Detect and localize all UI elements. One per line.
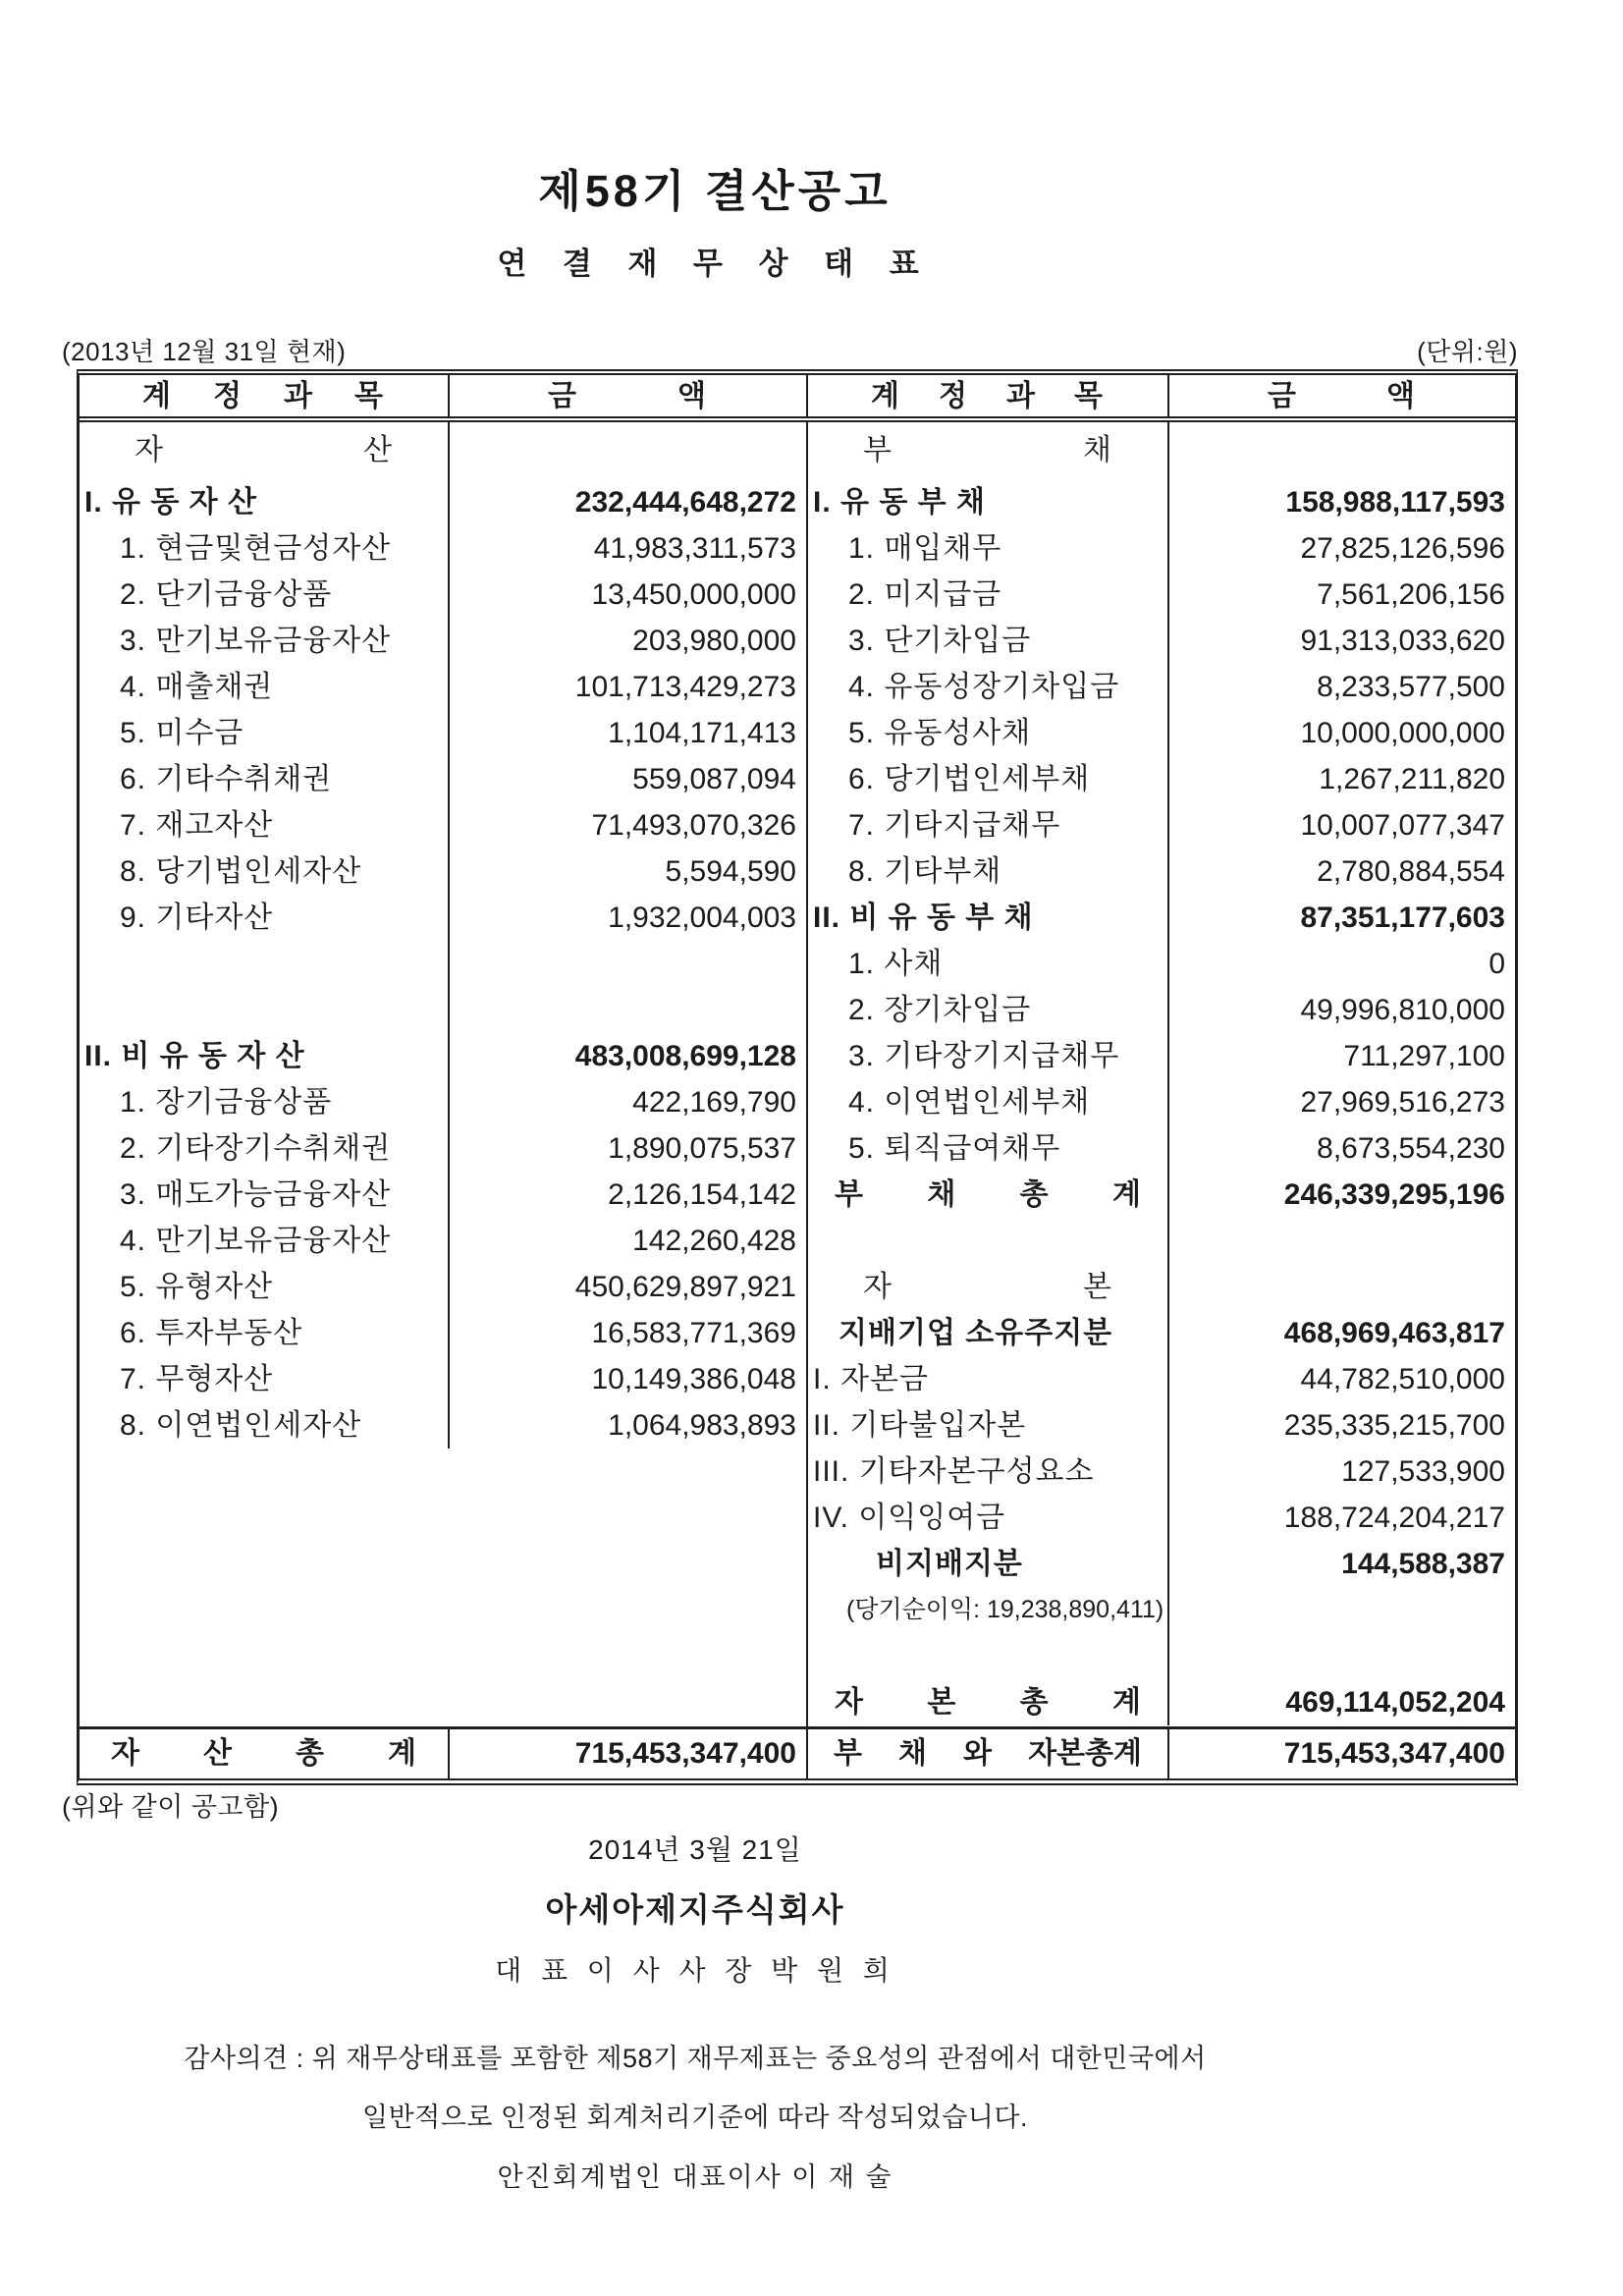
account-cell: II. 비 유 동 자 산: [80, 1033, 450, 1079]
table-header-row: [80, 375, 1515, 422]
account-cell: 부 채 총 계: [808, 1172, 1169, 1218]
grand-total-row: [80, 1726, 1515, 1778]
table-row: [808, 1310, 1515, 1356]
account-cell: 8. 당기법인세자산: [80, 848, 450, 895]
announcement-date: 2014년 3월 21일: [588, 1834, 802, 1865]
company-name: 아세아제지주식회사: [545, 1891, 845, 1928]
amount-cell: 127,533,900: [1341, 1455, 1505, 1488]
amount-cell: [1169, 1218, 1515, 1264]
amount-cell: 1,932,004,003: [608, 902, 796, 934]
account-cell: 2. 기타장기수취채권: [80, 1125, 450, 1172]
amount-cell: 8,673,554,230: [1317, 1132, 1505, 1165]
table-row: [808, 802, 1515, 848]
total-assets-label: 자 산 총 계: [80, 1729, 450, 1778]
account-cell: 4. 유동성장기차입금: [808, 664, 1169, 710]
table-row: [80, 618, 806, 664]
amount-cell: 10,000,000,000: [1300, 717, 1505, 749]
table-row: [80, 572, 806, 618]
amount-cell: 559,087,094: [632, 763, 796, 795]
amount-cell: [450, 941, 806, 987]
amount-cell: 13,450,000,000: [591, 578, 796, 611]
amount-cell: 71,493,070,326: [591, 809, 796, 842]
account-cell: 부 채: [808, 422, 1169, 479]
account-cell: 1. 사채: [808, 941, 1169, 987]
amount-cell: [450, 422, 806, 479]
table-row: [808, 1633, 1515, 1679]
account-cell: 3. 단기차입금: [808, 618, 1169, 664]
amount-cell: 1,267,211,820: [1319, 763, 1505, 795]
account-cell: IV. 이익잉여금: [808, 1495, 1169, 1541]
amount-cell: 188,724,204,217: [1283, 1502, 1505, 1534]
account-cell: 2. 단기금융상품: [80, 572, 450, 618]
table-row: [80, 1079, 806, 1125]
table-row: [80, 422, 806, 479]
audit-opinion-line1: 감사의견 : 위 재무상태표를 포함한 제58기 재무제표는 중요성의 관점에서 대한민국에서: [184, 2044, 1207, 2073]
table-row: [808, 572, 1515, 618]
table-row: [808, 1402, 1515, 1449]
table-row: [808, 1033, 1515, 1079]
amount-cell: 87,351,177,603: [1300, 902, 1505, 934]
amount-cell: 483,008,699,128: [574, 1040, 796, 1072]
account-cell: 5. 유형자산: [80, 1264, 450, 1310]
total-liab-equity-label: 부 채 와 자본총계: [808, 1729, 1169, 1778]
table-row: [80, 1172, 806, 1218]
account-cell: 3. 기타장기지급채무: [808, 1033, 1169, 1079]
account-cell: 7. 기타지급채무: [808, 802, 1169, 848]
account-cell: 지배기업 소유주지분: [808, 1310, 1169, 1356]
amount-cell: [1169, 1633, 1515, 1679]
total-assets-value: 715,453,347,400: [450, 1729, 808, 1778]
as-of-date: (2013년 12월 31일 현재): [62, 337, 347, 366]
table-row: [808, 895, 1515, 941]
account-cell: 7. 재고자산: [80, 802, 450, 848]
table-row: [80, 1264, 806, 1310]
account-cell: 자 본 총 계: [808, 1679, 1169, 1725]
amount-cell: 7,561,206,156: [1317, 578, 1505, 611]
account-cell: 3. 만기보유금융자산: [80, 618, 450, 664]
table-row: [80, 1356, 806, 1402]
amount-cell: [1169, 422, 1515, 479]
account-cell: 3. 매도가능금융자산: [80, 1172, 450, 1218]
table-row: [808, 848, 1515, 895]
table-row: [808, 941, 1515, 987]
account-cell: 6. 투자부동산: [80, 1310, 450, 1356]
account-cell: [80, 987, 450, 1033]
table-row: [808, 1356, 1515, 1402]
table-row: [80, 1402, 806, 1449]
amount-cell: 711,297,100: [1343, 1040, 1505, 1072]
table-row: [808, 1541, 1515, 1587]
account-cell: 5. 퇴직급여채무: [808, 1125, 1169, 1172]
amount-cell: 450,629,897,921: [574, 1271, 796, 1303]
table-row: [80, 1125, 806, 1172]
account-cell: I. 유 동 부 채: [808, 479, 1169, 525]
amount-cell: 235,335,215,700: [1283, 1409, 1505, 1442]
audit-opinion-line2: 일반적으로 인정된 회계처리기준에 따라 작성되었습니다.: [362, 2103, 1028, 2132]
table-row: [808, 1495, 1515, 1541]
table-row: [808, 987, 1515, 1033]
account-cell: 비지배지분: [808, 1541, 1169, 1587]
table-row: [808, 1679, 1515, 1725]
account-cell: 6. 기타수취채권: [80, 756, 450, 802]
account-cell: III. 기타자본구성요소: [808, 1449, 1169, 1495]
amount-cell: 469,114,052,204: [1285, 1686, 1505, 1719]
page-subtitle: 연 결 재 무 상 태 표: [497, 246, 933, 281]
account-cell: 2. 장기차입금: [808, 987, 1169, 1033]
ceo-signature-line: 대 표 이 사 사 장 박 원 희: [495, 1955, 895, 1986]
financial-statement-table: [77, 369, 1518, 1785]
table-row: [80, 525, 806, 572]
account-cell: 8. 기타부채: [808, 848, 1169, 895]
account-cell: 4. 이연법인세부채: [808, 1079, 1169, 1125]
liabilities-equity-column: [808, 422, 1515, 1726]
amount-cell: 1,890,075,537: [608, 1132, 796, 1165]
page-title: 제58기 결산공고: [538, 166, 892, 216]
account-cell: 8. 이연법인세자산: [80, 1402, 450, 1449]
amount-cell: 422,169,790: [632, 1086, 796, 1119]
account-cell: I. 유 동 자 산: [80, 479, 450, 525]
account-cell: 4. 만기보유금융자산: [80, 1218, 450, 1264]
table-row: [80, 664, 806, 710]
table-row: [808, 1172, 1515, 1218]
header-amount-left: 금 액: [450, 375, 808, 416]
account-cell: 1. 현금및현금성자산: [80, 525, 450, 572]
account-cell: I. 자본금: [808, 1356, 1169, 1402]
amount-cell: 246,339,295,196: [1283, 1178, 1505, 1211]
table-row: [808, 1587, 1515, 1633]
header-account-left: 계 정 과 목: [80, 375, 450, 416]
account-cell: [808, 1218, 1169, 1264]
table-row: [808, 1079, 1515, 1125]
total-liab-equity-value: 715,453,347,400: [1283, 1737, 1505, 1770]
account-cell: [808, 1633, 1169, 1679]
table-row: [80, 941, 806, 987]
account-cell: 9. 기타자산: [80, 895, 450, 941]
table-row: [808, 710, 1515, 756]
document-footer: [77, 1829, 1314, 2194]
amount-cell: 1,104,171,413: [608, 717, 796, 749]
table-row: [808, 1125, 1515, 1172]
meta-line: [62, 332, 1518, 368]
table-row: [80, 756, 806, 802]
auditor-signature-line: 안진회계법인 대표이사 이 재 술: [497, 2162, 893, 2192]
header-account-right: 계 정 과 목: [808, 375, 1169, 416]
amount-cell: 468,969,463,817: [1283, 1317, 1505, 1349]
amount-cell: 5,594,590: [665, 855, 796, 888]
assets-column: [80, 422, 808, 1726]
document-header: [77, 155, 1353, 283]
amount-cell: 0: [1488, 948, 1505, 980]
table-row: [808, 1218, 1515, 1264]
account-cell: 4. 매출채권: [80, 664, 450, 710]
table-row: [80, 848, 806, 895]
account-cell: 5. 미수금: [80, 710, 450, 756]
table-row: [808, 756, 1515, 802]
amount-cell: 232,444,648,272: [574, 486, 796, 519]
account-cell: II. 비 유 동 부 채: [808, 895, 1169, 941]
table-row: [80, 987, 806, 1033]
amount-cell: 1,064,983,893: [608, 1409, 796, 1442]
table-row: [80, 479, 806, 525]
account-cell: 2. 미지급금: [808, 572, 1169, 618]
table-row: [80, 1033, 806, 1079]
table-row: [808, 525, 1515, 572]
account-cell: 5. 유동성사채: [808, 710, 1169, 756]
amount-cell: 144,588,387: [1341, 1548, 1505, 1580]
account-cell: II. 기타불입자본: [808, 1402, 1169, 1449]
table-row: [80, 1218, 806, 1264]
unit-label: (단위:원): [1417, 337, 1518, 366]
amount-cell: 44,782,510,000: [1300, 1363, 1505, 1395]
amount-cell: 49,996,810,000: [1300, 994, 1505, 1026]
table-row: [808, 1449, 1515, 1495]
table-row: [808, 479, 1515, 525]
amount-cell: 8,233,577,500: [1317, 671, 1505, 703]
account-cell: 자 본: [808, 1264, 1169, 1310]
table-row: [80, 710, 806, 756]
amount-cell: 91,313,033,620: [1300, 625, 1505, 657]
account-cell: 1. 매입채무: [808, 525, 1169, 572]
table-row: [80, 1310, 806, 1356]
amount-cell: 10,007,077,347: [1300, 809, 1505, 842]
amount-cell: 2,780,884,554: [1317, 855, 1505, 888]
amount-cell: 158,988,117,593: [1285, 486, 1505, 519]
header-amount-right: 금 액: [1268, 380, 1417, 412]
account-cell: [80, 941, 450, 987]
table-row: [808, 422, 1515, 479]
amount-cell: [1169, 1264, 1515, 1310]
amount-cell: 203,980,000: [632, 625, 796, 657]
amount-cell: [1169, 1587, 1515, 1633]
account-cell: 자 산: [80, 422, 450, 479]
amount-cell: 101,713,429,273: [574, 671, 796, 703]
amount-cell: 27,969,516,273: [1300, 1086, 1505, 1119]
amount-cell: 142,260,428: [632, 1225, 796, 1257]
table-body: [80, 422, 1515, 1726]
amount-cell: [450, 987, 806, 1033]
table-row: [808, 1264, 1515, 1310]
announcement-note: (위와 같이 공고함): [62, 1792, 280, 1822]
amount-cell: 27,825,126,596: [1300, 532, 1505, 565]
account-cell: (당기순이익: 19,238,890,411): [808, 1587, 1169, 1633]
amount-cell: 41,983,311,573: [593, 532, 796, 565]
account-cell: 1. 장기금융상품: [80, 1079, 450, 1125]
table-row: [808, 618, 1515, 664]
table-row: [808, 664, 1515, 710]
amount-cell: 10,149,386,048: [591, 1363, 796, 1395]
amount-cell: 2,126,154,142: [608, 1178, 796, 1211]
table-row: [80, 895, 806, 941]
amount-cell: 16,583,771,369: [591, 1317, 796, 1349]
account-cell: 6. 당기법인세부채: [808, 756, 1169, 802]
account-cell: 7. 무형자산: [80, 1356, 450, 1402]
table-row: [80, 802, 806, 848]
